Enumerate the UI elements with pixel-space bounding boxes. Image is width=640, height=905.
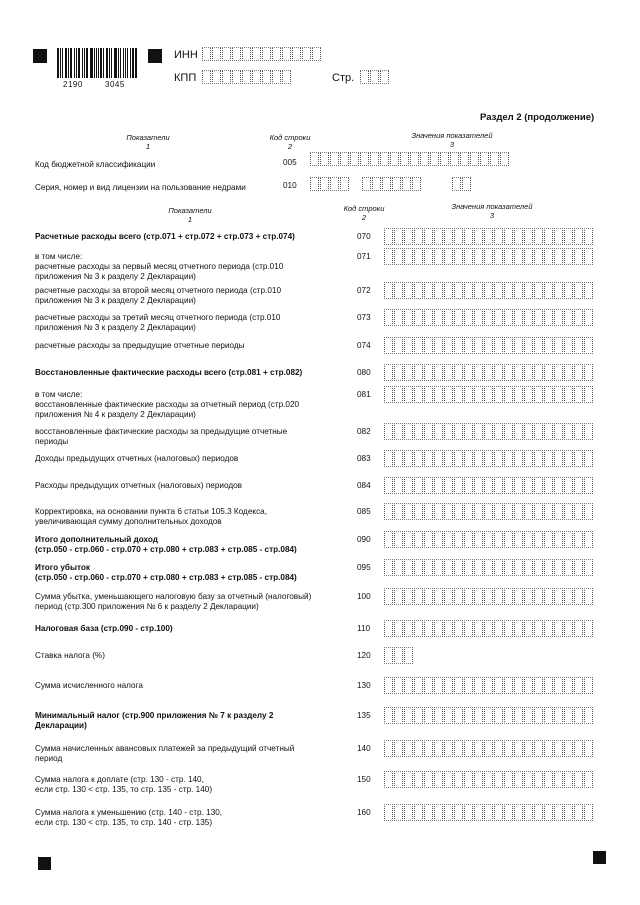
row-072-value-field[interactable] bbox=[384, 282, 594, 299]
barcode-number-right: 3045 bbox=[105, 80, 125, 89]
section-title: Раздел 2 (продолжение) bbox=[480, 112, 595, 123]
alignment-marker-top-right bbox=[148, 49, 162, 63]
row-084-value-field[interactable] bbox=[384, 477, 594, 494]
main-col3-header: Значения показателей 3 bbox=[451, 202, 533, 220]
row-072-code: 072 bbox=[357, 286, 371, 295]
row-085-label-line1: Корректировка, на основании пункта 6 статьи 105.3 Кодекса, bbox=[35, 507, 267, 516]
top-col2-header: Код строки 2 bbox=[269, 133, 311, 151]
row-135-value-field[interactable] bbox=[384, 707, 594, 724]
row-090-code: 090 bbox=[357, 535, 371, 544]
row-130-label bbox=[35, 681, 355, 691]
row-071-label bbox=[35, 262, 355, 282]
row-135-label-line2: Декларации) bbox=[35, 721, 87, 730]
page-label: Стр. bbox=[332, 72, 355, 84]
license-number-field[interactable] bbox=[362, 177, 422, 191]
row-070-label-line1: Расчетные расходы всего (стр.071 + стр.072 + стр.073 + стр.074) bbox=[35, 232, 295, 241]
row-085-value-field[interactable] bbox=[384, 503, 594, 520]
kbk-code: 005 bbox=[283, 158, 297, 167]
row-150-value-field[interactable] bbox=[384, 771, 594, 788]
row-120-code: 120 bbox=[357, 651, 371, 660]
row-082-label-line2: периоды bbox=[35, 437, 69, 446]
page-number-field[interactable] bbox=[360, 70, 390, 84]
license-type-field[interactable] bbox=[452, 177, 472, 191]
row-100-label-line2: период (стр.300 приложения № 6 к разделу 2 Декларации) bbox=[35, 602, 259, 611]
kpp-label: КПП bbox=[174, 72, 197, 84]
row-085-label-line2: увеличивающая сумму дополнительных доходов bbox=[35, 517, 222, 526]
row-160-label-line2: если стр. 130 < стр. 135, то стр. 140 - стр. 135) bbox=[35, 818, 213, 827]
alignment-marker-bottom-left bbox=[38, 857, 51, 870]
row-140-label-line1: Сумма начисленных авансовых платежей за предыдущий отчетный bbox=[35, 744, 295, 753]
inn-label: ИНН bbox=[174, 49, 198, 61]
row-080-label bbox=[35, 368, 355, 378]
row-073-label-line2: приложения № 3 к разделу 2 Декларации) bbox=[35, 323, 196, 332]
row-085-label bbox=[35, 507, 355, 527]
inn-field[interactable] bbox=[202, 47, 322, 61]
row-135-label bbox=[35, 711, 355, 731]
row-140-label bbox=[35, 744, 355, 764]
row-084-code: 084 bbox=[357, 481, 371, 490]
row-073-value-field[interactable] bbox=[384, 309, 594, 326]
row-100-value-field[interactable] bbox=[384, 588, 594, 605]
row-072-label-line1: расчетные расходы за второй месяц отчетного периода (стр.010 bbox=[35, 286, 282, 295]
row-095-label bbox=[35, 563, 355, 583]
row-070-value-field[interactable] bbox=[384, 228, 594, 245]
row-080-code: 080 bbox=[357, 368, 371, 377]
row-110-label-line1: Налоговая база (стр.090 - стр.100) bbox=[35, 624, 173, 633]
top-col3-header: Значения показателей 3 bbox=[411, 131, 493, 149]
row-120-label-line1: Ставка налога (%) bbox=[35, 651, 105, 660]
row-095-code: 095 bbox=[357, 563, 371, 572]
row-073-code: 073 bbox=[357, 313, 371, 322]
row-081-label bbox=[35, 400, 355, 420]
row-072-label bbox=[35, 286, 355, 306]
row-160-label-line1: Сумма налога к уменьшению (стр. 140 - стр. 130, bbox=[35, 808, 223, 817]
row-130-label-line1: Сумма исчисленного налога bbox=[35, 681, 143, 690]
row-081-pre-label: в том числе: bbox=[35, 390, 83, 399]
row-074-code: 074 bbox=[357, 341, 371, 350]
row-090-value-field[interactable] bbox=[384, 531, 594, 548]
row-082-value-field[interactable] bbox=[384, 423, 594, 440]
row-120-value-field[interactable] bbox=[384, 647, 414, 664]
row-072-label-line2: приложения № 3 к разделу 2 Декларации) bbox=[35, 296, 196, 305]
license-series-field[interactable] bbox=[310, 177, 350, 191]
row-073-label-line1: расчетные расходы за третий месяц отчетного периода (стр.010 bbox=[35, 313, 281, 322]
row-082-label-line1: восстановленные фактические расходы за предыдущие отчетные bbox=[35, 427, 288, 436]
row-150-code: 150 bbox=[357, 775, 371, 784]
row-100-label-line1: Сумма убытка, уменьшающего налоговую базу за отчетный (налоговый) bbox=[35, 592, 312, 601]
row-070-code: 070 bbox=[357, 232, 371, 241]
row-074-label-line1: расчетные расходы за предыдущие отчетные периоды bbox=[35, 341, 245, 350]
row-130-value-field[interactable] bbox=[384, 677, 594, 694]
row-130-code: 130 bbox=[357, 681, 371, 690]
row-071-value-field[interactable] bbox=[384, 248, 594, 265]
kbk-field[interactable] bbox=[310, 152, 510, 166]
row-071-label-line1: расчетные расходы за первый месяц отчетного периода (стр.010 bbox=[35, 262, 284, 271]
top-col1-header: Показатели 1 bbox=[126, 133, 170, 151]
barcode-number-left: 2190 bbox=[63, 80, 83, 89]
row-083-value-field[interactable] bbox=[384, 450, 594, 467]
row-135-code: 135 bbox=[357, 711, 371, 720]
license-label: Серия, номер и вид лицензии на пользование недрами bbox=[35, 183, 246, 192]
row-150-label-line2: если стр. 130 < стр. 135, то стр. 135 - стр. 140) bbox=[35, 785, 213, 794]
row-083-label-line1: Доходы предыдущих отчетных (налоговых) периодов bbox=[35, 454, 239, 463]
alignment-marker-top-left bbox=[33, 49, 47, 63]
row-150-label bbox=[35, 775, 355, 795]
row-084-label bbox=[35, 481, 355, 491]
barcode bbox=[57, 48, 139, 78]
row-095-label-line2: (стр.050 - стр.060 - стр.070 + стр.080 + стр.083 + стр.085 - стр.084) bbox=[35, 573, 297, 582]
row-160-code: 160 bbox=[357, 808, 371, 817]
row-081-value-field[interactable] bbox=[384, 386, 594, 403]
row-110-value-field[interactable] bbox=[384, 620, 594, 637]
row-074-label bbox=[35, 341, 355, 351]
row-083-code: 083 bbox=[357, 454, 371, 463]
row-090-label-line2: (стр.050 - стр.060 - стр.070 + стр.080 + стр.083 + стр.085 - стр.084) bbox=[35, 545, 297, 554]
row-150-label-line1: Сумма налога к доплате (стр. 130 - стр. 140, bbox=[35, 775, 204, 784]
row-071-label-line2: приложения № 3 к разделу 2 Декларации) bbox=[35, 272, 196, 281]
kpp-field[interactable] bbox=[202, 70, 292, 84]
row-100-code: 100 bbox=[357, 592, 371, 601]
row-110-code: 110 bbox=[357, 624, 371, 633]
row-071-pre-label: в том числе: bbox=[35, 252, 83, 261]
row-135-label-line1: Минимальный налог (стр.900 приложения № 7 к разделу 2 bbox=[35, 711, 274, 720]
row-081-label-line1: восстановленные фактические расходы за отчетный период (стр.020 bbox=[35, 400, 300, 409]
row-071-code: 071 bbox=[357, 252, 371, 261]
row-073-label bbox=[35, 313, 355, 333]
row-081-label-line2: приложения № 4 к разделу 2 Декларации) bbox=[35, 410, 196, 419]
row-090-label bbox=[35, 535, 355, 555]
row-095-label-line1: Итого убыток bbox=[35, 563, 90, 572]
row-083-label bbox=[35, 454, 355, 464]
row-070-label bbox=[35, 232, 355, 242]
row-095-value-field[interactable] bbox=[384, 559, 594, 576]
main-col2-header: Код строки 2 bbox=[343, 204, 385, 222]
row-081-code: 081 bbox=[357, 390, 371, 399]
row-082-label bbox=[35, 427, 355, 447]
row-140-code: 140 bbox=[357, 744, 371, 753]
alignment-marker-bottom-right bbox=[593, 851, 606, 864]
row-074-value-field[interactable] bbox=[384, 337, 594, 354]
kbk-label: Код бюджетной классификации bbox=[35, 160, 156, 169]
row-080-label-line1: Восстановленные фактические расходы всего (стр.081 + стр.082) bbox=[35, 368, 303, 377]
row-090-label-line1: Итого дополнительный доход bbox=[35, 535, 158, 544]
row-140-value-field[interactable] bbox=[384, 740, 594, 757]
row-084-label-line1: Расходы предыдущих отчетных (налоговых) периодов bbox=[35, 481, 242, 490]
row-110-label bbox=[35, 624, 355, 634]
license-code: 010 bbox=[283, 181, 297, 190]
row-140-label-line2: период bbox=[35, 754, 63, 763]
row-082-code: 082 bbox=[357, 427, 371, 436]
main-col1-header: Показатели 1 bbox=[168, 206, 212, 224]
row-100-label bbox=[35, 592, 355, 612]
row-085-code: 085 bbox=[357, 507, 371, 516]
row-080-value-field[interactable] bbox=[384, 364, 594, 381]
row-160-value-field[interactable] bbox=[384, 804, 594, 821]
row-120-label bbox=[35, 651, 355, 661]
row-160-label bbox=[35, 808, 355, 828]
